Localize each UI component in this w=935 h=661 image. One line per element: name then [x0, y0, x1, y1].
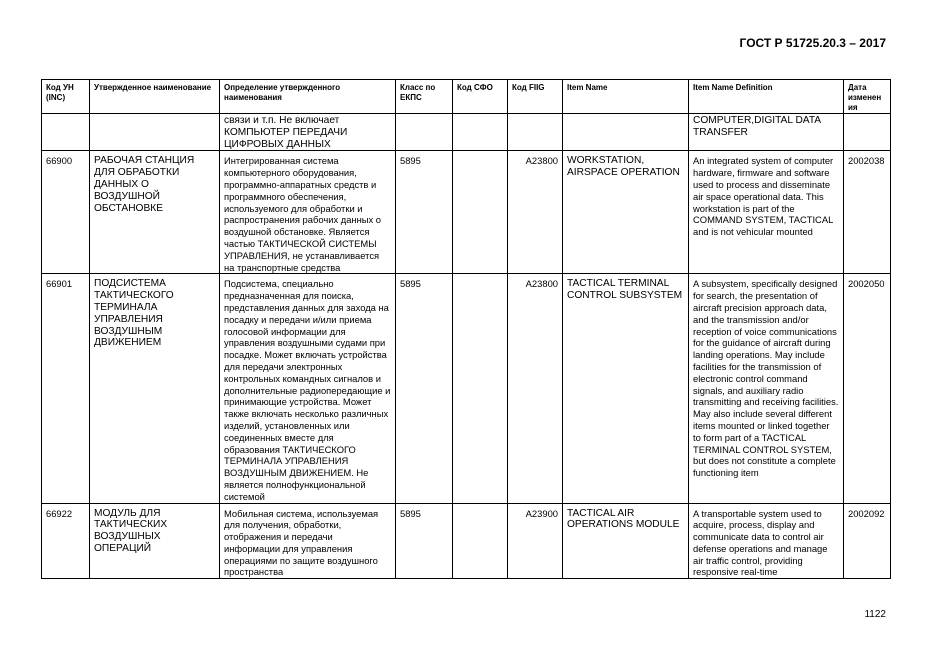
cell-item-name	[563, 114, 689, 151]
header-definition: Определение утвержденного наименования	[220, 80, 396, 114]
cell-date: 2002092	[844, 503, 891, 579]
cell-class: 5895	[396, 274, 453, 503]
cell-item-definition: A transportable system used to acquire, process, display and communicate data to control air defense operations and manage air traffic control, providing responsive real-time	[689, 503, 844, 579]
cell-inc: 66901	[42, 274, 90, 503]
cell-sfo	[453, 274, 508, 503]
header-item-definition: Item Name Definition	[689, 80, 844, 114]
cell-item-name: WORKSTATION, AIRSPACE OPERATION	[563, 151, 689, 274]
cell-inc: 66922	[42, 503, 90, 579]
cell-class: 5895	[396, 503, 453, 579]
header-sfo: Код СФО	[453, 80, 508, 114]
cell-definition: Интегрированная система компьютерного оборудования, программно-аппаратных средств и программного обеспечения, используемого для обработки и распространения рабочих данных о воздушной обстановке. Является частью ТАКТИЧЕСКОЙ СИСТЕМЫ УПРАВЛЕНИЯ, не устанавливается на транспортные средства	[220, 151, 396, 274]
cell-name: МОДУЛЬ ДЛЯ ТАКТИЧЕСКИХ ВОЗДУШНЫХ ОПЕРАЦИЙ	[90, 503, 220, 579]
cell-item-definition: An integrated system of computer hardware, firmware and software used to process and disseminate air space operational data. This workstation is part of the COMMAND SYSTEM, TACTICAL and is not vehicular mounted	[689, 151, 844, 274]
cell-class: 5895	[396, 151, 453, 274]
cell-fiig: A23800	[508, 151, 563, 274]
cell-class	[396, 114, 453, 151]
cell-sfo	[453, 114, 508, 151]
document-title: ГОСТ Р 51725.20.3 – 2017	[739, 36, 886, 50]
header-item-name: Item Name	[563, 80, 689, 114]
header-inc: Код УН (INC)	[42, 80, 90, 114]
header-class: Класс по ЕКПС	[396, 80, 453, 114]
cell-fiig: A23900	[508, 503, 563, 579]
cell-date: 2002038	[844, 151, 891, 274]
nomenclature-table	[41, 79, 891, 579]
table-header-row	[42, 80, 891, 114]
header-date: Дата изменения	[844, 80, 891, 114]
cell-inc: 66900	[42, 151, 90, 274]
cell-item-name: TACTICAL AIR OPERATIONS MODULE	[563, 503, 689, 579]
header-fiig: Код FIIG	[508, 80, 563, 114]
cell-date	[844, 114, 891, 151]
cell-inc	[42, 114, 90, 151]
table-row	[42, 151, 891, 274]
cell-definition: связи и т.п. Не включает КОМПЬЮТЕР ПЕРЕДАЧИ ЦИФРОВЫХ ДАННЫХ	[220, 114, 396, 151]
cell-definition: Мобильная система, используемая для получения, обработки, отображения и передачи информации для управления операциями по защите воздушного пространства	[220, 503, 396, 579]
cell-name: РАБОЧАЯ СТАНЦИЯ ДЛЯ ОБРАБОТКИ ДАННЫХ О ВОЗДУШНОЙ ОБСТАНОВКЕ	[90, 151, 220, 274]
cell-item-name: TACTICAL TERMINAL CONTROL SUBSYSTEM	[563, 274, 689, 503]
cell-fiig: A23800	[508, 274, 563, 503]
cell-sfo	[453, 503, 508, 579]
table-row	[42, 114, 891, 151]
cell-name: ПОДСИСТЕМА ТАКТИЧЕСКОГО ТЕРМИНАЛА УПРАВЛЕНИЯ ВОЗДУШНЫМ ДВИЖЕНИЕМ	[90, 274, 220, 503]
table-row	[42, 503, 891, 579]
cell-definition: Подсистема, специально предназначенная для поиска, представления данных для захода на посадку и передачи и/или приема голосовой информации для управления воздушными судами при посадке. Может включать устройства для передачи электронных контрольных командных сигналов и дополнительные радиопередающие и принимающие устройства. Может также включать несколько различных изделий, установленных или соединенных вместе для образования ТАКТИЧЕСКОГО ТЕРМИНАЛА УПРАВЛЕНИЯ ВОЗДУШНЫМ ДВИЖЕНИЕМ. Не является полнофункциональной системой	[220, 274, 396, 503]
header-name: Утвержденное наименование	[90, 80, 220, 114]
cell-item-definition: A subsystem, specifically designed for search, the presentation of aircraft precision approach data, and the transmission and/or reception of voice communications for the guidance of aircraft during landing operations. May include facilities for the transmission of electronic control command signals, and auxiliary radio transmitting and receiving facilities. May also include several different items mounted or linked together to form part of a TACTICAL TERMINAL CONTROL SYSTEM, but does not constitute a complete functioning item	[689, 274, 844, 503]
table-row	[42, 274, 891, 503]
cell-item-definition: COMPUTER,DIGITAL DATA TRANSFER	[689, 114, 844, 151]
cell-date: 2002050	[844, 274, 891, 503]
cell-name	[90, 114, 220, 151]
page-number: 1122	[864, 609, 886, 620]
cell-sfo	[453, 151, 508, 274]
cell-fiig	[508, 114, 563, 151]
